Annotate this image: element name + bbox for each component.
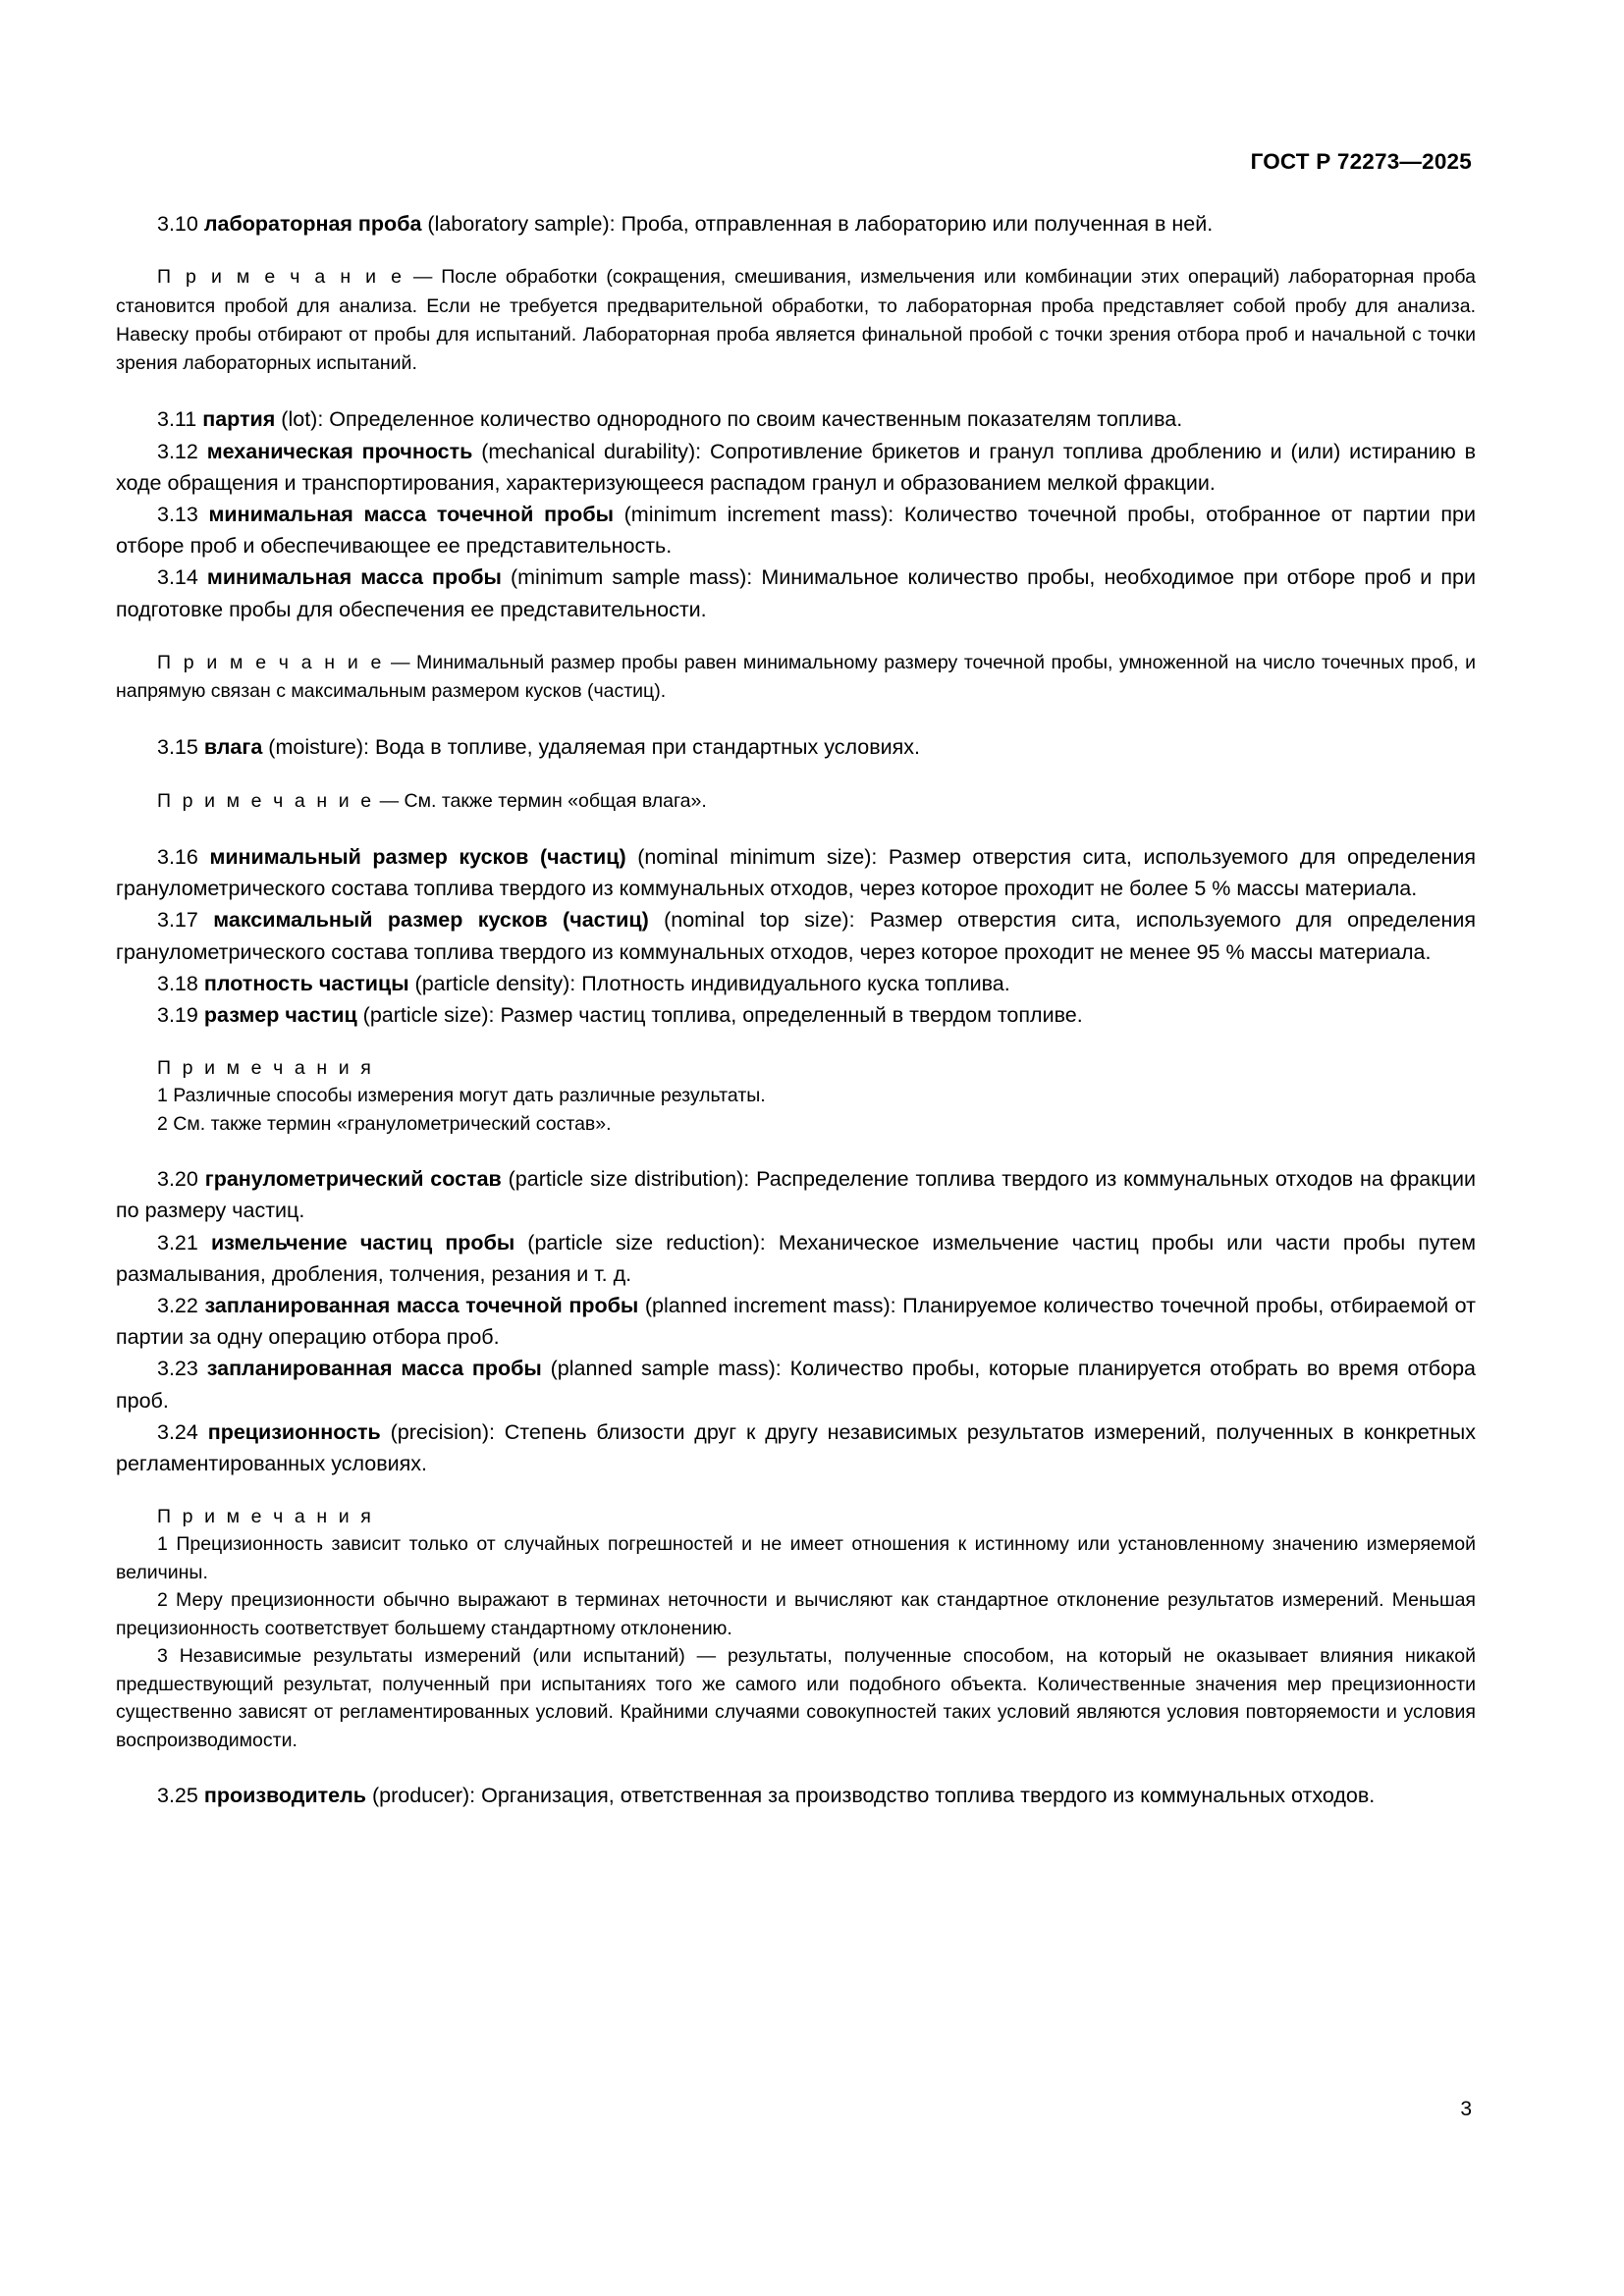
term-name: минимальный размер кусков (частиц) <box>209 844 626 869</box>
term-text: (planned sample mass): Количество пробы, которые планируется отобрать во время отбора проб. <box>116 1357 1476 1413</box>
term-name: запланированная масса точечной пробы <box>204 1293 639 1317</box>
term-name: прецизионность <box>207 1419 381 1444</box>
term-text: (particle density): Плотность индивидуального куска топлива. <box>408 971 1010 995</box>
note-item: 1 Различные способы измерения могут дать различные результаты. <box>157 1085 766 1107</box>
term-number: 3.23 <box>157 1357 198 1381</box>
term-number: 3.12 <box>157 439 198 463</box>
term-text: (lot): Определенное количество однородного по своим качественным показателям топлива. <box>275 407 1183 432</box>
term-text: (particle size reduction): Механическое измельчение частиц пробы или части пробы путем размалывания, дробления, толчения, резания и т. д. <box>116 1230 1476 1286</box>
term-definition <box>116 999 1476 1031</box>
term-number: 3.19 <box>157 1002 198 1027</box>
term-text: (nominal top size): Размер отверстия сита, используемого для определения гранулометрического состава топлива твердого из коммунальных отходов, через которое проходит не менее 95 % массы материала. <box>116 908 1476 964</box>
term-number: 3.13 <box>157 503 198 526</box>
term-number: 3.24 <box>157 1419 198 1444</box>
term-number: 3.10 <box>157 212 198 236</box>
note-label: П р и м е ч а н и е <box>157 789 375 812</box>
term-text: (minimum increment mass): Количество точечной пробы, отобранное от партии при отборе проб и обеспечивающее ее представительность. <box>116 503 1477 559</box>
note-item: 3 Независимые результаты измерений (или испытаний) — результаты, полученные способом, на который не оказывает влияния никакой предшествующий результат, полученный при испытаниях того же самого или подобного объекта. Количественные значения мер прецизионности существенно зависят от регламентированных условий. Крайними случаями совокупностей таких условий являются условия повторяемости и условия воспроизводимости. <box>116 1645 1476 1751</box>
notes-title: П р и м е ч а н и я <box>157 1506 374 1528</box>
term-number: 3.11 <box>157 407 197 432</box>
term-definition <box>116 841 1476 904</box>
note-item: 1 Прецизионность зависит только от случайных погрешностей и не имеет отношения к истинному или установленному значению измеряемой величины. <box>116 1533 1476 1583</box>
term-definition <box>116 904 1476 967</box>
term-text: (precision): Степень близости друг к другу независимых результатов измерений, полученных в конкретных регламентированных условиях. <box>116 1419 1476 1475</box>
term-definition <box>116 1290 1476 1353</box>
term-name: влага <box>203 735 263 760</box>
term-text: (moisture): Вода в топливе, удаляемая при стандартных условиях. <box>262 735 921 760</box>
notes-block <box>116 1054 1476 1138</box>
term-name: минимальная масса точечной пробы <box>208 503 614 526</box>
term-text: (laboratory sample): Проба, отправленная в лабораторию или полученная в ней. <box>421 212 1214 236</box>
note-item: 2 Меру прецизионности обычно выражают в терминах неточности и вычисляют как стандартное отклонение результатов измерений. Меньшая прецизионность соответствует большему стандартному отклонению. <box>116 1589 1476 1639</box>
note-text: — Минимальный размер пробы равен минимальному размеру точечной пробы, умноженной на число точечных проб, и напрямую связан с максимальным размером кусков (частиц). <box>116 651 1476 703</box>
note-paragraph <box>116 649 1476 707</box>
note-paragraph <box>116 263 1476 378</box>
term-text: (producer): Организация, ответственная за производство топлива твердого из коммунальных отходов. <box>366 1784 1376 1808</box>
term-number: 3.18 <box>157 971 198 995</box>
term-name: максимальный размер кусков (частиц) <box>213 908 649 933</box>
page-number: 3 <box>1460 2098 1472 2120</box>
term-definition <box>116 561 1476 624</box>
note-item: 2 См. также термин «гранулометрический состав». <box>157 1112 612 1135</box>
term-text: (nominal minimum size): Размер отверстия сита, используемого для определения гранулометрического состава топлива твердого из коммунальных отходов, через которое проходит не более 5 % массы материала. <box>116 844 1476 901</box>
term-text: (particle size distribution): Распределение топлива твердого из коммунальных отходов на фракции по размеру частиц. <box>116 1167 1476 1223</box>
term-name: плотность частицы <box>203 971 409 995</box>
term-definition <box>116 1163 1476 1226</box>
term-name: партия <box>202 407 276 432</box>
term-name: лабораторная проба <box>203 212 422 236</box>
term-definition <box>116 403 1476 435</box>
term-name: размер частиц <box>203 1002 357 1027</box>
term-text: (planned increment mass): Планируемое количество точечной пробы, отбираемой от партии за одну операцию отбора проб. <box>116 1293 1477 1350</box>
term-definition <box>116 1353 1476 1415</box>
notes-block <box>116 1503 1476 1754</box>
term-number: 3.17 <box>157 908 198 933</box>
term-text: (particle size): Размер частиц топлива, определенный в твердом топливе. <box>356 1002 1083 1027</box>
term-definition <box>116 1227 1476 1290</box>
term-definition <box>116 1780 1476 1811</box>
term-number: 3.21 <box>157 1230 198 1255</box>
term-definition <box>116 499 1476 561</box>
term-number: 3.20 <box>157 1167 198 1192</box>
term-definition <box>116 731 1476 763</box>
note-text: — См. также термин «общая влага». <box>374 789 707 812</box>
notes-title: П р и м е ч а н и я <box>157 1057 374 1080</box>
note-label: П р и м е ч а н и е <box>157 651 385 673</box>
term-name: запланированная масса пробы <box>206 1357 542 1381</box>
term-definition <box>116 208 1476 240</box>
page-header: ГОСТ Р 72273—2025 <box>1250 149 1472 174</box>
note-text: — После обработки (сокращения, смешивания, измельчения или комбинации этих операций) лабораторная проба становится пробой для анализа. Если не требуется предварительной обработки, то лабораторная проба представляет собой пробу для анализа. Навеску пробы отбирают от пробы для испытаний. Лабораторная проба является финальной пробой с точки зрения отбора проб и начальной с точки зрения лабораторных испытаний. <box>116 266 1476 375</box>
term-name: производитель <box>203 1784 367 1808</box>
note-label: П р и м е ч а н и е <box>157 266 406 289</box>
term-definition <box>116 968 1476 999</box>
term-number: 3.25 <box>157 1784 198 1808</box>
term-number: 3.16 <box>157 844 198 869</box>
term-name: минимальная масса пробы <box>206 565 502 590</box>
note-paragraph <box>116 787 1476 816</box>
term-number: 3.22 <box>157 1293 198 1317</box>
term-number: 3.15 <box>157 735 198 760</box>
document-body <box>116 208 1476 1811</box>
term-definition <box>116 436 1476 499</box>
term-number: 3.14 <box>157 565 198 590</box>
term-text: (minimum sample mass): Минимальное количество пробы, необходимое при отборе проб и при подготовке пробы для обеспечения ее представительности. <box>116 565 1476 621</box>
term-name: гранулометрический состав <box>204 1167 502 1192</box>
term-name: механическая прочность <box>206 439 473 463</box>
term-text: (mechanical durability): Сопротивление брикетов и гранул топлива дроблению и (или) истиранию в ходе обращения и транспортирования, характеризующееся распадом гранул и образованием мелкой фракции. <box>116 439 1476 495</box>
term-name: измельчение частиц пробы <box>210 1230 515 1255</box>
term-definition <box>116 1416 1476 1479</box>
